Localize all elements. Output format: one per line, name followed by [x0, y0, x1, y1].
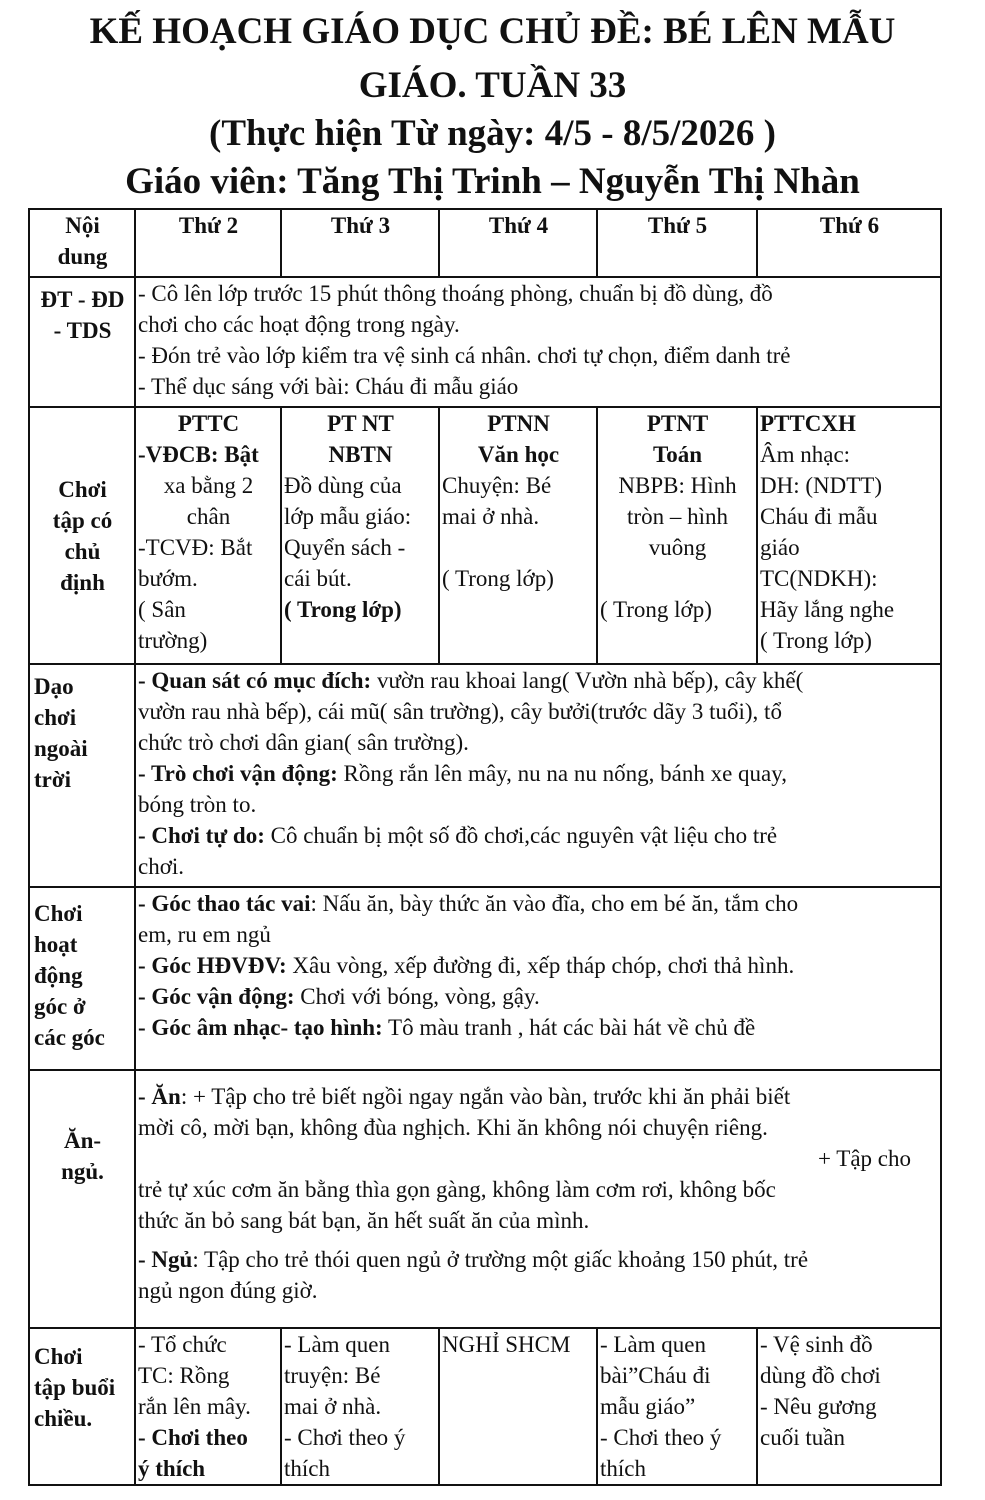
row-label-don-tre	[29, 277, 135, 407]
text-line: - Đón trẻ vào lớp kiểm tra vệ sinh cá nhân. chơi tự chọn, điểm danh trẻ	[138, 343, 791, 368]
row-an-ngu	[29, 1070, 941, 1328]
domain-heading: PT NT	[327, 411, 394, 436]
row-label-line: ĐT - ĐD	[40, 287, 125, 312]
title-line-1: KẾ HOẠCH GIÁO DỤC CHỦ ĐỀ: BÉ LÊN MẪU	[89, 11, 896, 52]
text-line: ý thích	[138, 1456, 206, 1481]
text-bold: -VĐCB: Bật	[138, 442, 259, 467]
row-label-line: Chơi	[34, 1344, 83, 1369]
text-line: mai ở nhà.	[442, 504, 540, 529]
text-line: thức ăn bỏ sang bát bạn, ăn hết suất ăn của mình.	[138, 1208, 590, 1233]
text-line: dùng đồ chơi	[760, 1363, 881, 1388]
domain-heading: PTTC	[177, 411, 240, 436]
row-label-dao-choi	[29, 664, 135, 887]
text-line: - Chơi theo ý	[284, 1425, 406, 1450]
text-line: - Thể dục sáng với bài: Cháu đi mẫu giáo	[138, 374, 519, 399]
text-line: ( Trong lớp)	[442, 566, 554, 591]
chieu-thu3	[281, 1328, 439, 1485]
row-label-choi-goc	[29, 887, 135, 1070]
text-line	[138, 1012, 939, 1043]
text-line	[138, 439, 279, 470]
text-span: Xâu vòng, xếp đường đi, xếp tháp chóp, chơi thả hình.	[286, 953, 795, 978]
text-line	[138, 1081, 939, 1112]
text-bold: - Ăn	[138, 1084, 181, 1109]
row-label-line: ngoài	[34, 736, 88, 761]
text-line: DH: (NDTT)	[760, 473, 882, 498]
text-line: - Tổ chức	[138, 1332, 227, 1357]
row-label-line: các góc	[34, 1025, 105, 1050]
row-label-line: Dạo	[34, 674, 74, 699]
text-span: : + Tập cho trẻ biết ngồi ngay ngắn vào bàn, trước khi ăn phải biết	[180, 1084, 791, 1109]
row-label-line: tập có	[52, 507, 113, 533]
chieu-thu2	[135, 1328, 281, 1485]
text-line	[138, 758, 939, 789]
text-line: TC: Rồng	[138, 1363, 230, 1388]
text-bold: - Ngủ	[138, 1247, 193, 1272]
chieu-thu5	[597, 1328, 757, 1485]
text-span: vườn rau khoai lang( Vườn nhà bếp), cây khế(	[371, 668, 804, 693]
text-line: ngủ ngon đúng giờ.	[138, 1278, 318, 1303]
text-bold: - Trò chơi vận động:	[138, 761, 338, 786]
text-line: NGHỈ SHCM	[442, 1332, 571, 1357]
text-line	[138, 820, 939, 851]
row-label-line: tập buổi	[34, 1375, 116, 1400]
row-label-line: động	[34, 963, 83, 988]
text-line: bướm.	[138, 566, 198, 591]
col-header-noi-dung	[29, 209, 135, 277]
title-line-2: GIÁO. TUẦN 33	[358, 65, 627, 106]
row-label-choi-chieu	[29, 1328, 135, 1485]
text-line: thích	[600, 1456, 646, 1481]
date-range: (Thực hiện Từ ngày: 4/5 - 8/5/2026 )	[209, 113, 776, 154]
col-header-noi-dung-2: dung	[57, 244, 108, 269]
text-line: tròn – hình	[627, 504, 728, 529]
row-label-line: chủ	[64, 538, 101, 564]
row-label-line: chơi	[34, 705, 77, 730]
row-label-line: ngủ.	[61, 1159, 104, 1184]
subject-heading: Văn học	[477, 442, 560, 467]
text-line: mẫu giáo”	[600, 1394, 696, 1419]
row-label-line: Chơi	[58, 476, 107, 502]
text-line: cuối tuần	[760, 1425, 845, 1450]
col-header-thu6: Thứ 6	[757, 209, 941, 277]
text-line: chân	[186, 504, 231, 529]
text-line: - Nêu gương	[760, 1394, 877, 1419]
header-row	[29, 209, 941, 277]
text-line: - Chơi theo	[138, 1425, 248, 1450]
cttcd-thu4	[439, 407, 597, 664]
weekly-plan-table	[28, 208, 942, 1486]
text-line: Cháu đi mẫu	[760, 504, 878, 529]
subject-heading: NBTN	[328, 442, 393, 467]
text-line: chức trò chơi dân gian( sân trường).	[138, 730, 469, 755]
text-span: Tô màu tranh , hát các bài hát về chủ đề	[382, 1015, 756, 1040]
text-line: mai ở nhà.	[284, 1394, 382, 1419]
cttcd-thu3	[281, 407, 439, 664]
text-line: bóng tròn to.	[138, 792, 257, 817]
teachers: Giáo viên: Tăng Thị Trinh – Nguyễn Thị Nhàn	[125, 161, 860, 202]
text-line: rắn lên mây.	[138, 1394, 251, 1419]
domain-heading: PTNT	[646, 411, 709, 436]
text-line	[138, 981, 939, 1012]
row-label-choi-tap	[29, 407, 135, 664]
text-line: Quyển sách -	[284, 535, 406, 560]
text-line: Hãy lắng nghe	[760, 597, 895, 622]
text-line: em, ru em ngủ	[138, 922, 271, 947]
text-bold: - Quan sát có mục đích:	[138, 668, 372, 693]
text-line: ( Trong lớp)	[760, 628, 872, 653]
text-line: Âm nhạc:	[760, 442, 851, 467]
text-line: Đồ dùng của	[284, 473, 402, 498]
text-bold: - Góc HĐVĐV:	[138, 953, 287, 978]
text-line: giáo	[760, 535, 800, 560]
text-span: Chơi với bóng, vòng, gậy.	[294, 984, 540, 1009]
dao-choi-content	[135, 664, 941, 887]
text-bold: - Chơi tự do:	[138, 823, 265, 848]
text-line: + Tập cho	[817, 1146, 911, 1171]
row-label-line: trời	[34, 767, 71, 792]
row-dao-choi	[29, 664, 941, 887]
chieu-thu4	[439, 1328, 597, 1485]
row-choi-goc	[29, 887, 941, 1070]
text-line: ( Trong lớp)	[284, 597, 402, 622]
spacer	[600, 563, 755, 594]
row-label-line: góc ở	[34, 994, 86, 1019]
text-line: ( Sân	[138, 597, 186, 622]
text-line: mời cô, mời bạn, không đùa nghịch. Khi ăn không nói chuyện riêng.	[138, 1115, 768, 1140]
text-span: : Tập cho trẻ thói quen ngủ ở trường một giấc khoảng 150 phút, trẻ	[192, 1247, 809, 1272]
text-bold: - Góc vận động:	[138, 984, 295, 1009]
text-span: : Nấu ăn, bày thức ăn vào đĩa, cho em bé ăn, tắm cho	[310, 891, 799, 916]
text-line: - Làm quen	[600, 1332, 707, 1357]
text-line: - Làm quen	[284, 1332, 391, 1357]
don-tre-content	[135, 277, 941, 407]
text-line	[138, 1244, 939, 1275]
text-line	[138, 888, 939, 919]
domain-heading: PTTCXH	[760, 411, 856, 436]
text-line: vườn rau nhà bếp), cái mũ( sân trường), cây bưởi(trước dãy 3 tuổi), tổ	[138, 699, 782, 724]
cttcd-thu6	[757, 407, 941, 664]
text-bold: - Góc âm nhạc- tạo hình:	[138, 1015, 383, 1040]
text-line: - Chơi theo ý	[600, 1425, 722, 1450]
text-line: trẻ tự xúc cơm ăn bằng thìa gọn gàng, không làm cơm rơi, không bốc	[138, 1177, 776, 1202]
text-line: lớp mẫu giáo:	[284, 504, 412, 529]
row-choi-tap-co-chu-dinh	[29, 407, 941, 664]
text-line: NBPB: Hình	[618, 473, 737, 498]
subject-heading: Toán	[652, 442, 703, 467]
text-line: xa bằng 2	[163, 473, 254, 498]
col-header-thu5: Thứ 5	[597, 209, 757, 277]
text-line: cái bút.	[284, 566, 352, 591]
text-line: -TCVĐ: Bắt	[138, 535, 253, 560]
text-line: truyện: Bé	[284, 1363, 381, 1388]
col-header-noi-dung-1: Nội	[65, 213, 100, 238]
row-label-line: - TDS	[53, 318, 112, 343]
domain-heading: PTNN	[487, 411, 550, 436]
text-line: - Cô lên lớp trước 15 phút thông thoáng phòng, chuẩn bị đồ dùng, đồ	[138, 281, 773, 306]
text-line: Chuyện: Bé	[442, 473, 552, 498]
text-line: chơi cho các hoạt động trong ngày.	[138, 312, 460, 337]
text-line: thích	[284, 1456, 330, 1481]
row-choi-chieu	[29, 1328, 941, 1485]
cttcd-thu5	[597, 407, 757, 664]
text-line: vuông	[648, 535, 707, 560]
row-label-an-ngu	[29, 1070, 135, 1328]
text-line: bài”Cháu đi	[600, 1363, 711, 1388]
row-label-line: hoạt	[34, 932, 78, 957]
text-line: trường)	[138, 628, 208, 653]
text-line	[138, 665, 939, 696]
text-line: - Vệ sinh đồ	[760, 1332, 873, 1357]
choi-goc-content	[135, 887, 941, 1070]
row-label-line: Chơi	[34, 901, 83, 926]
text-span: Cô chuẩn bị một số đồ chơi,các nguyên vật liệu cho trẻ	[264, 823, 778, 848]
cttcd-thu2	[135, 407, 281, 664]
col-header-thu4: Thứ 4	[439, 209, 597, 277]
text-span: Rồng rắn lên mây, nu na nu nống, bánh xe quay,	[337, 761, 788, 786]
row-don-tre	[29, 277, 941, 407]
an-ngu-content	[135, 1070, 941, 1328]
text-line: chơi.	[138, 854, 185, 879]
text-line: TC(NDKH):	[760, 566, 878, 591]
col-header-thu3: Thứ 3	[281, 209, 439, 277]
text-line: ( Trong lớp)	[600, 597, 712, 622]
spacer	[442, 532, 595, 563]
col-header-thu2: Thứ 2	[135, 209, 281, 277]
row-label-line: chiều.	[34, 1406, 93, 1431]
row-label-line: định	[60, 569, 105, 595]
text-line	[138, 950, 939, 981]
row-label-line: Ăn-	[63, 1128, 102, 1153]
text-bold: - Góc thao tác vai	[138, 891, 311, 916]
chieu-thu6	[757, 1328, 941, 1485]
